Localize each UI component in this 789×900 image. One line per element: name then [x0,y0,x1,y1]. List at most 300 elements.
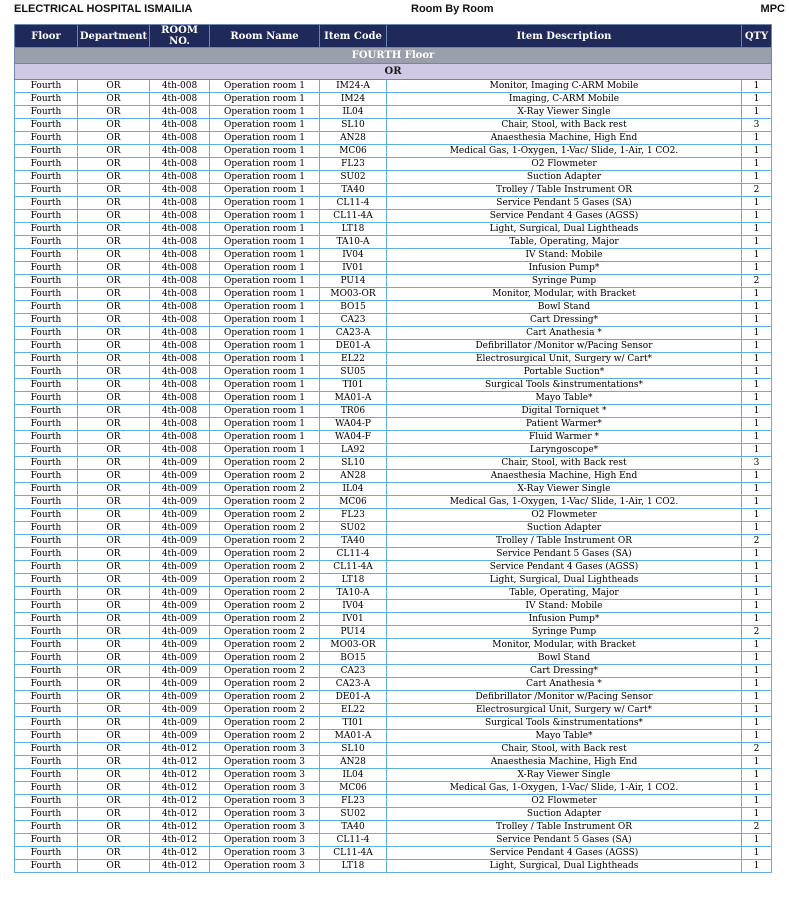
room-no-cell: 4th-009 [150,561,210,574]
room-no-cell: 4th-009 [150,730,210,743]
room-name-cell: Operation room 1 [210,197,320,210]
qty-cell: 1 [742,158,772,171]
item-description-cell: Chair, Stool, with Back rest [387,119,742,132]
table-row [15,93,772,106]
room-name-cell: Operation room 2 [210,691,320,704]
item-code-cell: IL04 [320,483,387,496]
item-code-cell: SU02 [320,808,387,821]
room-no-cell: 4th-008 [150,197,210,210]
floor-cell: Fourth [15,249,78,262]
room-name-cell: Operation room 1 [210,106,320,119]
qty-cell: 1 [742,704,772,717]
department-cell: OR [78,678,150,691]
item-code-cell: CL11-4A [320,561,387,574]
floor-cell: Fourth [15,132,78,145]
item-code-cell: CA23 [320,665,387,678]
room-name-cell: Operation room 2 [210,470,320,483]
qty-cell: 2 [742,626,772,639]
floor-cell: Fourth [15,756,78,769]
department-cell: OR [78,379,150,392]
floor-cell: Fourth [15,262,78,275]
item-code-cell: MA01-A [320,730,387,743]
department-group-label: OR [15,64,772,80]
column-header-department: Department [78,25,150,48]
item-code-cell: WA04-P [320,418,387,431]
room-no-cell: 4th-012 [150,769,210,782]
room-no-cell: 4th-008 [150,184,210,197]
floor-cell: Fourth [15,93,78,106]
room-no-cell: 4th-012 [150,756,210,769]
department-cell: OR [78,548,150,561]
item-code-cell: TA40 [320,184,387,197]
table-row [15,600,772,613]
floor-cell: Fourth [15,847,78,860]
department-cell: OR [78,197,150,210]
item-description-cell: O2 Flowmeter [387,158,742,171]
qty-cell: 1 [742,249,772,262]
qty-cell: 1 [742,223,772,236]
item-description-cell: Laryngoscope* [387,444,742,457]
room-no-cell: 4th-008 [150,119,210,132]
qty-cell: 1 [742,236,772,249]
item-code-cell: SU02 [320,522,387,535]
qty-cell: 1 [742,444,772,457]
department-cell: OR [78,834,150,847]
department-cell: OR [78,574,150,587]
table-row [15,743,772,756]
item-description-cell: Suction Adapter [387,808,742,821]
department-group-row [15,64,772,80]
room-name-cell: Operation room 1 [210,288,320,301]
department-cell: OR [78,158,150,171]
table-row [15,314,772,327]
room-no-cell: 4th-008 [150,301,210,314]
room-name-cell: Operation room 1 [210,314,320,327]
room-no-cell: 4th-009 [150,665,210,678]
table-row [15,561,772,574]
table-row [15,158,772,171]
floor-cell: Fourth [15,795,78,808]
room-name-cell: Operation room 2 [210,704,320,717]
item-code-cell: EL22 [320,353,387,366]
table-row [15,730,772,743]
table-row [15,457,772,470]
floor-cell: Fourth [15,236,78,249]
department-cell: OR [78,509,150,522]
qty-cell: 1 [742,106,772,119]
table-row [15,366,772,379]
item-code-cell: CL11-4A [320,847,387,860]
room-no-cell: 4th-009 [150,652,210,665]
qty-cell: 2 [742,743,772,756]
room-name-cell: Operation room 1 [210,119,320,132]
room-no-cell: 4th-008 [150,353,210,366]
table-row [15,392,772,405]
qty-cell: 1 [742,288,772,301]
room-name-cell: Operation room 2 [210,574,320,587]
item-description-cell: Trolley / Table Instrument OR [387,535,742,548]
room-no-cell: 4th-008 [150,275,210,288]
item-code-cell: CL11-4 [320,834,387,847]
department-cell: OR [78,418,150,431]
item-description-cell: X-Ray Viewer Single [387,106,742,119]
room-no-cell: 4th-009 [150,496,210,509]
item-description-cell: X-Ray Viewer Single [387,769,742,782]
room-no-cell: 4th-009 [150,483,210,496]
item-description-cell: Cart Anathesia * [387,327,742,340]
item-code-cell: MO03-OR [320,288,387,301]
room-no-cell: 4th-009 [150,470,210,483]
item-code-cell: TA40 [320,821,387,834]
qty-cell: 1 [742,93,772,106]
table-row [15,756,772,769]
room-no-cell: 4th-008 [150,93,210,106]
table-row [15,444,772,457]
item-description-cell: IV Stand: Mobile [387,600,742,613]
department-cell: OR [78,457,150,470]
qty-cell: 1 [742,210,772,223]
floor-cell: Fourth [15,613,78,626]
table-row [15,236,772,249]
floor-cell: Fourth [15,418,78,431]
table-row [15,847,772,860]
table-row [15,769,772,782]
table-row [15,340,772,353]
department-cell: OR [78,483,150,496]
column-header-room-name: Room Name [210,25,320,48]
floor-cell: Fourth [15,158,78,171]
room-name-cell: Operation room 1 [210,340,320,353]
room-name-cell: Operation room 2 [210,730,320,743]
item-description-cell: Trolley / Table Instrument OR [387,184,742,197]
floor-cell: Fourth [15,665,78,678]
department-cell: OR [78,808,150,821]
item-code-cell: AN28 [320,132,387,145]
item-description-cell: Fluid Warmer * [387,431,742,444]
floor-cell: Fourth [15,782,78,795]
qty-cell: 2 [742,535,772,548]
table-row [15,483,772,496]
item-description-cell: Medical Gas, 1-Oxygen, 1-Vac/ Slide, 1-Air, 1 CO2. [387,145,742,158]
room-name-cell: Operation room 2 [210,613,320,626]
room-no-cell: 4th-012 [150,743,210,756]
item-description-cell: Service Pendant 5 Gases (SA) [387,548,742,561]
item-description-cell: Monitor, Modular, with Bracket [387,639,742,652]
qty-cell: 1 [742,847,772,860]
item-code-cell: FL23 [320,795,387,808]
department-cell: OR [78,223,150,236]
department-cell: OR [78,93,150,106]
item-description-cell: Electrosurgical Unit, Surgery w/ Cart* [387,353,742,366]
item-description-cell: Monitor, Imaging C-ARM Mobile [387,80,742,93]
room-name-cell: Operation room 1 [210,301,320,314]
room-no-cell: 4th-009 [150,522,210,535]
room-name-cell: Operation room 1 [210,132,320,145]
item-description-cell: Service Pendant 4 Gases (AGSS) [387,847,742,860]
qty-cell: 1 [742,470,772,483]
table-row [15,210,772,223]
item-description-cell: Medical Gas, 1-Oxygen, 1-Vac/ Slide, 1-Air, 1 CO2. [387,496,742,509]
floor-cell: Fourth [15,431,78,444]
room-no-cell: 4th-009 [150,717,210,730]
department-cell: OR [78,743,150,756]
table-row [15,613,772,626]
item-description-cell: Bowl Stand [387,301,742,314]
item-description-cell: Light, Surgical, Dual Lightheads [387,860,742,873]
qty-cell: 1 [742,782,772,795]
room-name-cell: Operation room 1 [210,236,320,249]
item-code-cell: PU14 [320,275,387,288]
department-cell: OR [78,639,150,652]
table-row [15,496,772,509]
item-code-cell: MC06 [320,496,387,509]
table-row [15,678,772,691]
floor-cell: Fourth [15,730,78,743]
department-cell: OR [78,717,150,730]
item-code-cell: SU02 [320,171,387,184]
floor-cell: Fourth [15,171,78,184]
room-no-cell: 4th-012 [150,860,210,873]
header-row [15,25,772,48]
item-description-cell: Monitor, Modular, with Bracket [387,288,742,301]
item-code-cell: MO03-OR [320,639,387,652]
department-cell: OR [78,288,150,301]
floor-cell: Fourth [15,496,78,509]
room-no-cell: 4th-009 [150,704,210,717]
qty-cell: 1 [742,405,772,418]
qty-cell: 1 [742,431,772,444]
room-name-cell: Operation room 3 [210,782,320,795]
table-row [15,262,772,275]
room-no-cell: 4th-012 [150,834,210,847]
floor-group-label: FOURTH Floor [15,48,772,64]
item-code-cell: BO15 [320,652,387,665]
room-name-cell: Operation room 1 [210,93,320,106]
item-code-cell: IM24 [320,93,387,106]
qty-cell: 1 [742,379,772,392]
item-description-cell: Surgical Tools &instrumentations* [387,717,742,730]
room-no-cell: 4th-008 [150,236,210,249]
item-description-cell: X-Ray Viewer Single [387,483,742,496]
qty-cell: 1 [742,717,772,730]
room-name-cell: Operation room 2 [210,496,320,509]
department-cell: OR [78,106,150,119]
room-no-cell: 4th-008 [150,288,210,301]
item-description-cell: Portable Suction* [387,366,742,379]
item-description-cell: Mayo Table* [387,392,742,405]
item-description-cell: Electrosurgical Unit, Surgery w/ Cart* [387,704,742,717]
table-row [15,184,772,197]
table-row [15,782,772,795]
room-name-cell: Operation room 1 [210,80,320,93]
room-no-cell: 4th-009 [150,613,210,626]
item-code-cell: TA10-A [320,587,387,600]
item-code-cell: TR06 [320,405,387,418]
qty-cell: 1 [742,301,772,314]
floor-cell: Fourth [15,197,78,210]
qty-cell: 1 [742,795,772,808]
floor-cell: Fourth [15,327,78,340]
department-cell: OR [78,821,150,834]
floor-cell: Fourth [15,561,78,574]
item-code-cell: LA92 [320,444,387,457]
room-name-cell: Operation room 2 [210,678,320,691]
item-code-cell: SL10 [320,119,387,132]
department-cell: OR [78,353,150,366]
table-row [15,431,772,444]
room-name-cell: Operation room 1 [210,275,320,288]
floor-cell: Fourth [15,145,78,158]
floor-cell: Fourth [15,340,78,353]
qty-cell: 3 [742,457,772,470]
floor-cell: Fourth [15,626,78,639]
qty-cell: 1 [742,145,772,158]
room-no-cell: 4th-009 [150,587,210,600]
item-code-cell: CA23-A [320,678,387,691]
floor-cell: Fourth [15,639,78,652]
table-row [15,717,772,730]
table-row [15,288,772,301]
room-name-cell: Operation room 1 [210,145,320,158]
item-code-cell: EL22 [320,704,387,717]
item-description-cell: Anaesthesia Machine, High End [387,756,742,769]
room-no-cell: 4th-008 [150,249,210,262]
item-code-cell: TI01 [320,717,387,730]
item-code-cell: IV04 [320,249,387,262]
floor-cell: Fourth [15,704,78,717]
item-code-cell: TI01 [320,379,387,392]
room-name-cell: Operation room 1 [210,171,320,184]
table-row [15,860,772,873]
department-cell: OR [78,470,150,483]
item-code-cell: SL10 [320,743,387,756]
room-no-cell: 4th-009 [150,600,210,613]
qty-cell: 1 [742,730,772,743]
department-cell: OR [78,496,150,509]
item-description-cell: Syringe Pump [387,626,742,639]
table-row [15,548,772,561]
department-cell: OR [78,80,150,93]
department-cell: OR [78,275,150,288]
table-row [15,470,772,483]
department-cell: OR [78,301,150,314]
table-row [15,574,772,587]
table-row [15,691,772,704]
table-row [15,522,772,535]
floor-cell: Fourth [15,470,78,483]
room-name-cell: Operation room 2 [210,626,320,639]
floor-cell: Fourth [15,366,78,379]
room-name-cell: Operation room 2 [210,639,320,652]
item-description-cell: Infusion Pump* [387,613,742,626]
item-description-cell: Digital Torniquet * [387,405,742,418]
floor-cell: Fourth [15,678,78,691]
department-cell: OR [78,847,150,860]
department-cell: OR [78,145,150,158]
qty-cell: 1 [742,496,772,509]
company-code: MPC [760,3,785,15]
item-description-cell: Table, Operating, Major [387,587,742,600]
room-no-cell: 4th-009 [150,678,210,691]
qty-cell: 1 [742,665,772,678]
qty-cell: 1 [742,600,772,613]
qty-cell: 1 [742,509,772,522]
item-code-cell: LT18 [320,223,387,236]
room-no-cell: 4th-008 [150,340,210,353]
qty-cell: 1 [742,132,772,145]
room-no-cell: 4th-008 [150,210,210,223]
department-cell: OR [78,769,150,782]
department-cell: OR [78,236,150,249]
room-name-cell: Operation room 2 [210,548,320,561]
room-no-cell: 4th-009 [150,639,210,652]
table-row [15,301,772,314]
floor-group-row [15,48,772,64]
item-code-cell: WA04-F [320,431,387,444]
room-name-cell: Operation room 3 [210,860,320,873]
item-description-cell: Syringe Pump [387,275,742,288]
qty-cell: 2 [742,821,772,834]
item-code-cell: FL23 [320,509,387,522]
room-name-cell: Operation room 2 [210,652,320,665]
room-no-cell: 4th-009 [150,548,210,561]
table-row [15,704,772,717]
item-description-cell: Service Pendant 5 Gases (SA) [387,197,742,210]
qty-cell: 1 [742,314,772,327]
room-no-cell: 4th-008 [150,444,210,457]
item-code-cell: SU05 [320,366,387,379]
item-code-cell: CA23-A [320,327,387,340]
qty-cell: 1 [742,327,772,340]
room-no-cell: 4th-008 [150,171,210,184]
item-code-cell: IM24-A [320,80,387,93]
table-row [15,145,772,158]
column-header-qty: QTY [742,25,772,48]
room-name-cell: Operation room 2 [210,483,320,496]
item-description-cell: Table, Operating, Major [387,236,742,249]
room-no-cell: 4th-009 [150,626,210,639]
table-row [15,275,772,288]
table-row [15,795,772,808]
qty-cell: 1 [742,639,772,652]
room-name-cell: Operation room 1 [210,158,320,171]
room-name-cell: Operation room 2 [210,600,320,613]
floor-cell: Fourth [15,184,78,197]
room-name-cell: Operation room 2 [210,457,320,470]
department-cell: OR [78,119,150,132]
item-description-cell: O2 Flowmeter [387,795,742,808]
item-code-cell: CL11-4A [320,210,387,223]
floor-cell: Fourth [15,509,78,522]
item-code-cell: DE01-A [320,340,387,353]
room-name-cell: Operation room 1 [210,431,320,444]
room-no-cell: 4th-008 [150,327,210,340]
room-name-cell: Operation room 1 [210,418,320,431]
room-name-cell: Operation room 1 [210,444,320,457]
room-no-cell: 4th-008 [150,314,210,327]
room-no-cell: 4th-008 [150,262,210,275]
table-row [15,327,772,340]
room-no-cell: 4th-008 [150,132,210,145]
floor-cell: Fourth [15,353,78,366]
floor-cell: Fourth [15,769,78,782]
room-equipment-table [14,24,772,873]
item-description-cell: Surgical Tools &instrumentations* [387,379,742,392]
department-cell: OR [78,652,150,665]
table-row [15,353,772,366]
qty-cell: 1 [742,80,772,93]
item-code-cell: DE01-A [320,691,387,704]
